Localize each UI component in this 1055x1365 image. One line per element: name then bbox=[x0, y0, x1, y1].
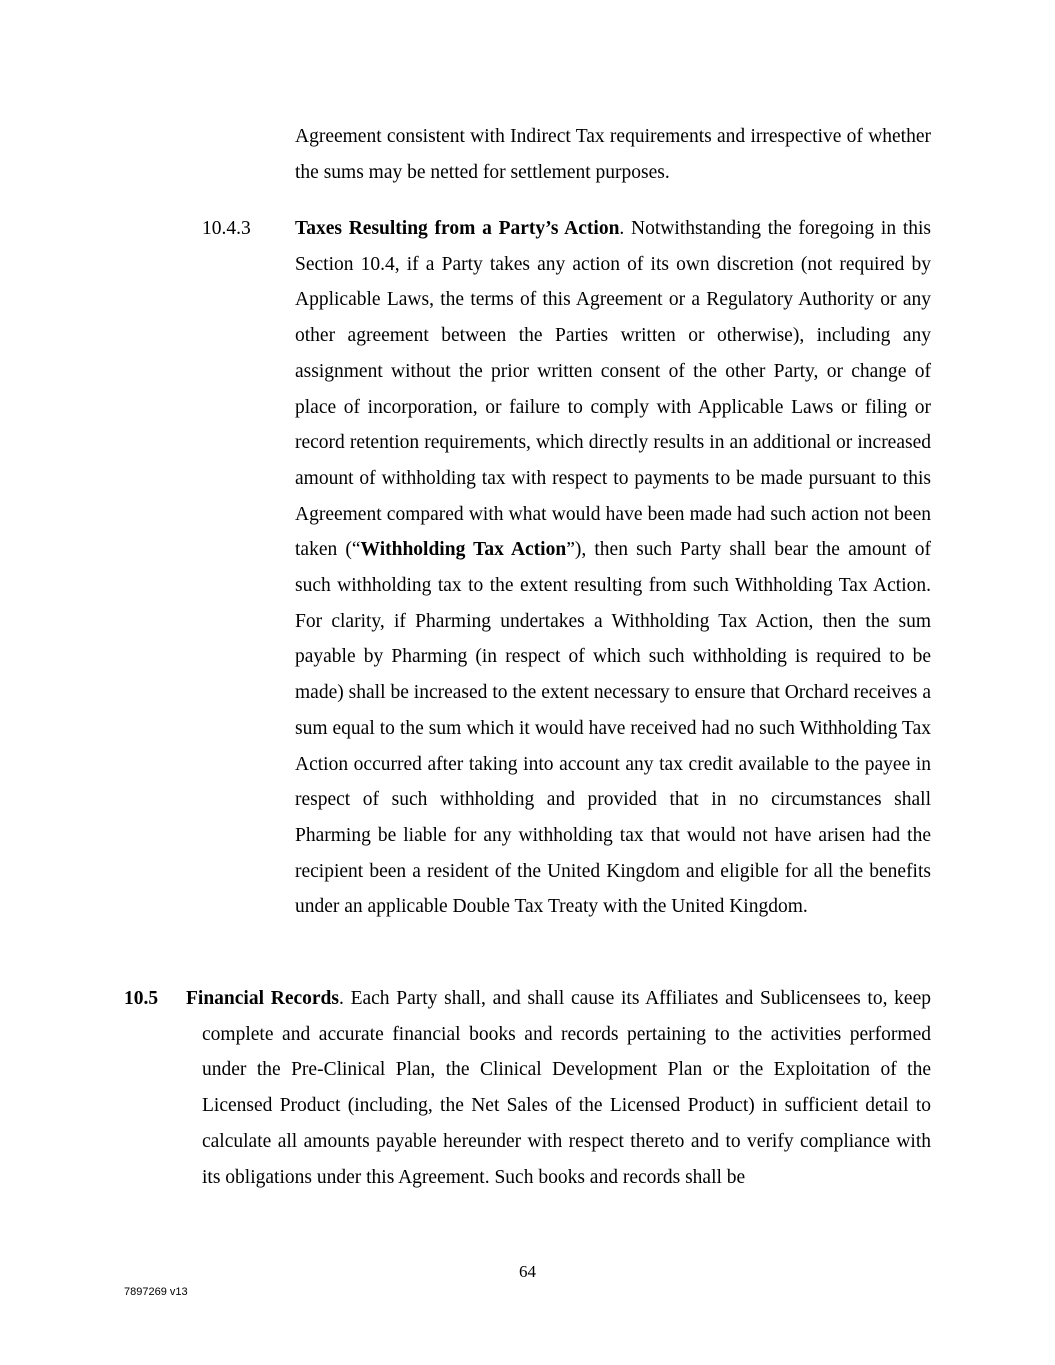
section-10-5-text: . Each Party shall, and shall cause its Affiliates and Sublicensees to, keep complete and accurate financial books and records pertaining to the activities performed under the Pre-Clinical Plan, the Clinical Development Plan or the Exploitation of the Licensed Product (including, the Net Sales of the Licensed Product) in sufficient detail to calculate all amounts payable hereunder with respect thereto and to verify compliance with its obligations under this Agreement. Such books and records shall be bbox=[202, 988, 931, 1188]
section-10-5-paragraph bbox=[186, 981, 931, 1195]
continuation-paragraph bbox=[295, 119, 931, 190]
continuation-text: Agreement consistent with Indirect Tax requirements and irrespective of whether the sums may be netted for settlement purposes. bbox=[295, 126, 931, 183]
section-10-4-3-paragraph bbox=[295, 211, 931, 925]
section-10-4-3-heading: Taxes Resulting from a Party’s Action bbox=[295, 218, 620, 239]
section-10-4-3-text-a: . Notwithstanding the foregoing in this Section 10.4, if a Party takes any action of its own discretion (not required by Applicable Laws, the terms of this Agreement or a Regulatory Authority or any other agreement between the Parties written or otherwise), including any assignment without the prior written consent of the other Party, or change of place of incorporation, or failure to comply with Applicable Laws or filing or record retention requirements, which directly results in an additional or increased amount of withholding tax with respect to payments to be made pursuant to this Agreement compared with what would have been made had such action not been taken (“ bbox=[295, 218, 931, 561]
section-10-4-3-text-b: ”), then such Party shall bear the amount of such withholding tax to the extent resulting from such Withholding Tax Action. For clarity, if Pharming undertakes a Withholding Tax Action, then the sum payable by Pharming (in respect of which such withholding is required to be made) shall be increased to the extent necessary to ensure that Orchard receives a sum equal to the sum which it would have received had no such Withholding Tax Action occurred after taking into account any tax credit available to the payee in respect of such withholding and provided that in no circumstances shall Pharming be liable for any withholding tax that would not have arisen had the recipient been a resident of the United Kingdom and eligible for all the benefits under an applicable Double Tax Treaty with the United Kingdom. bbox=[295, 539, 931, 918]
document-id: 7897269 v13 bbox=[124, 1286, 188, 1298]
section-10-4-3-number: 10.4.3 bbox=[202, 218, 251, 239]
section-10-5-number: 10.5 bbox=[124, 988, 159, 1009]
withholding-tax-action-term: Withholding Tax Action bbox=[360, 539, 567, 561]
section-10-5-heading: Financial Records bbox=[186, 988, 339, 1009]
page-number: 64 bbox=[519, 1262, 536, 1281]
